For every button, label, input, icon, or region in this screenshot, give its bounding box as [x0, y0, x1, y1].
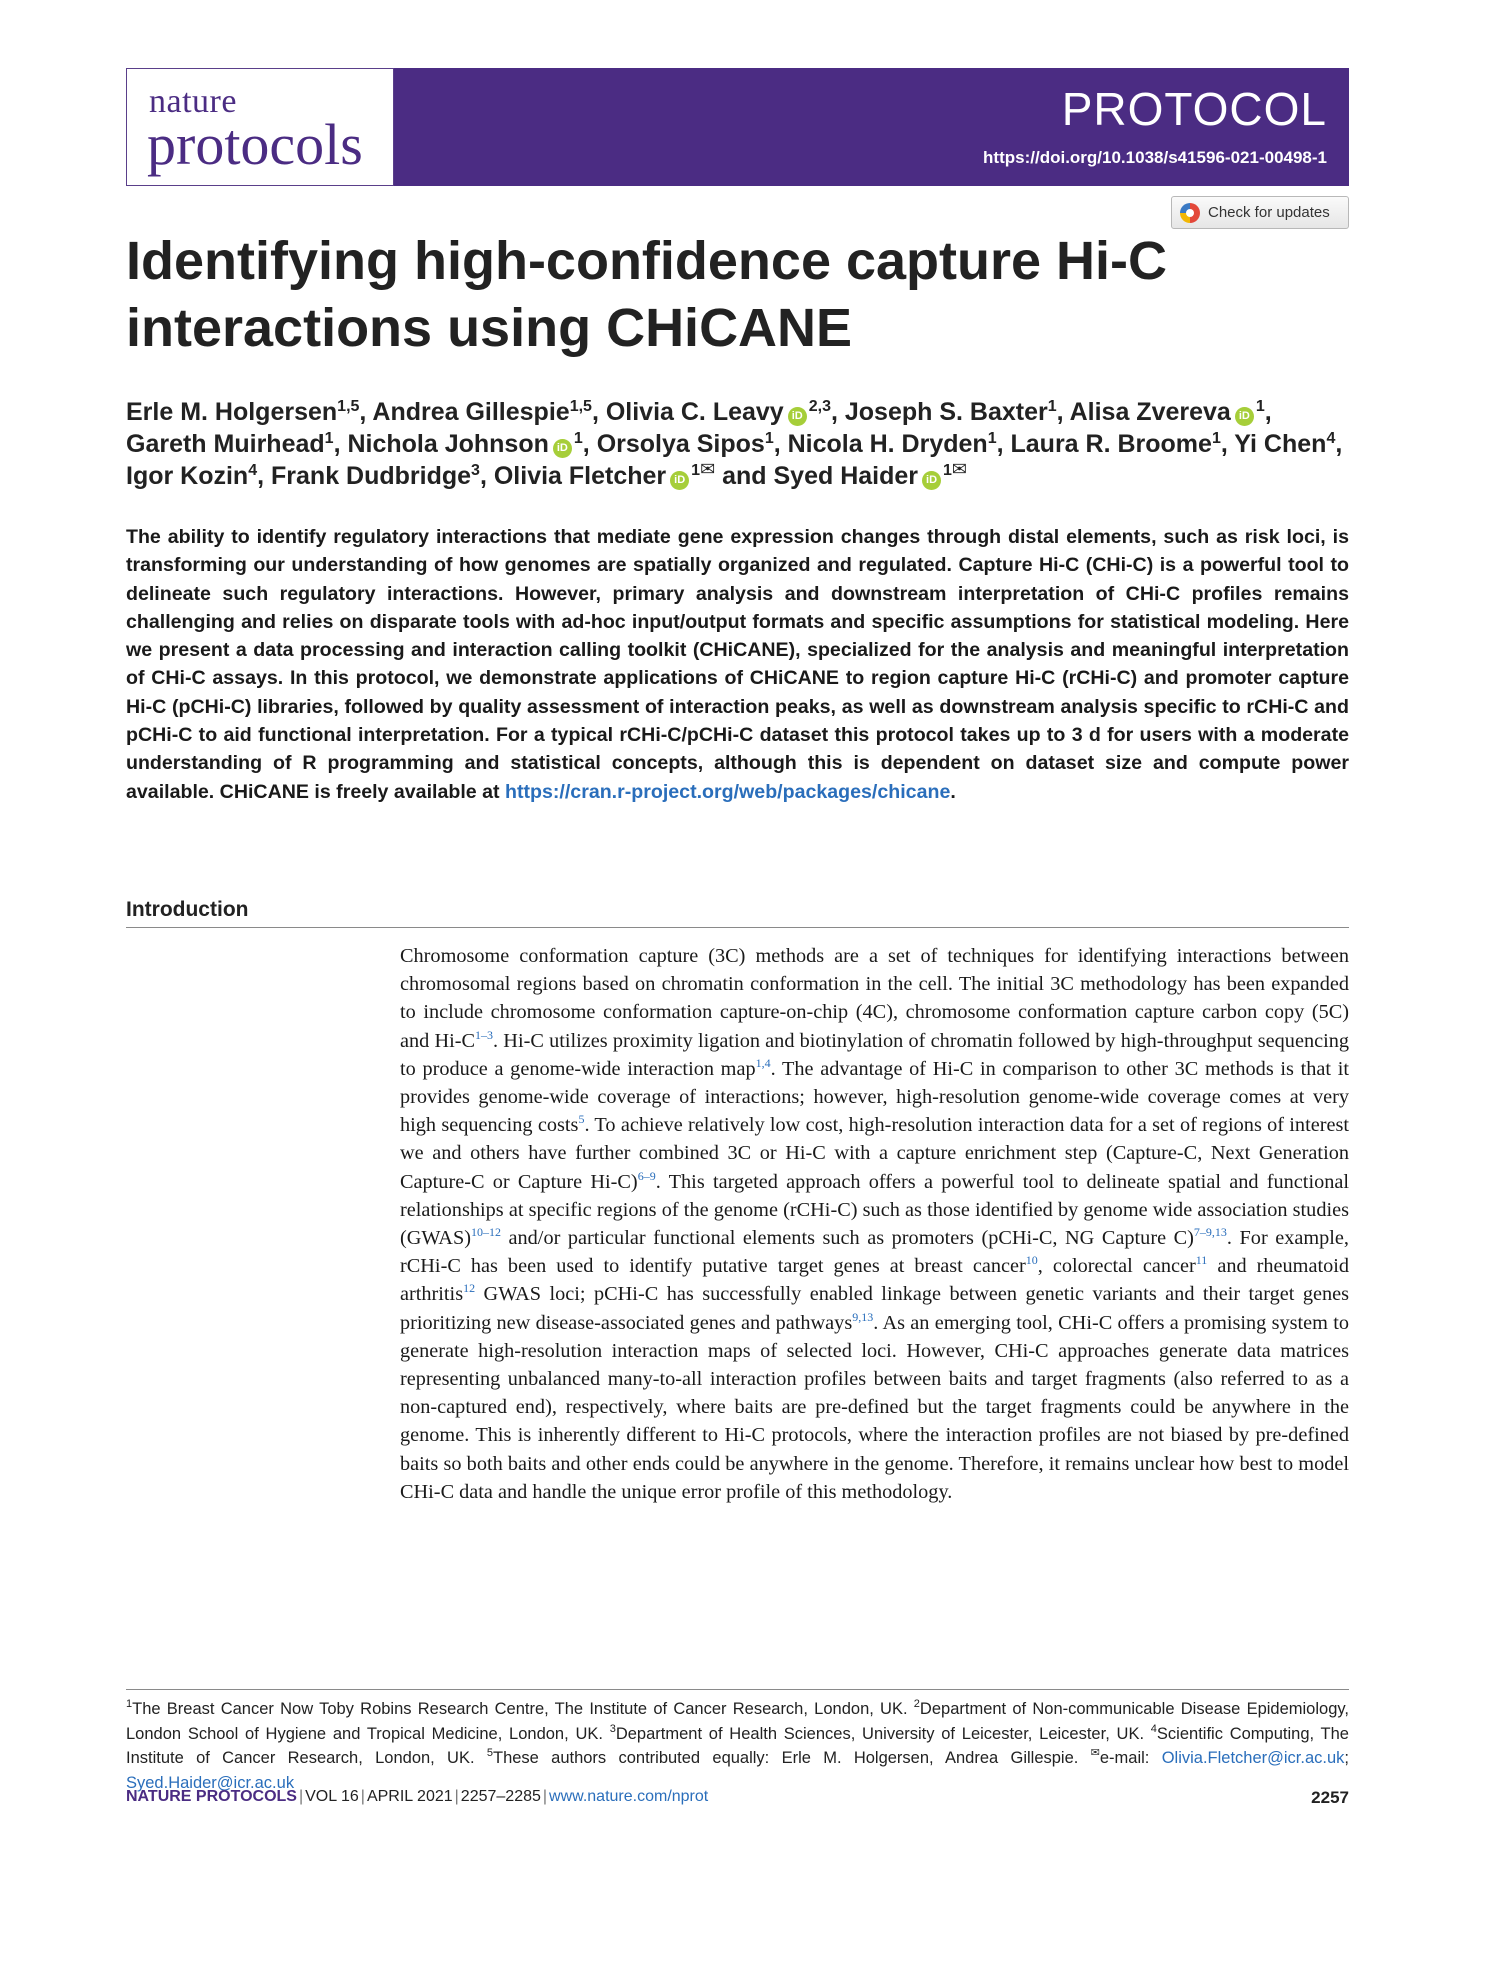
section-heading-introduction: Introduction: [126, 898, 249, 921]
citation-ref[interactable]: 11: [1195, 1253, 1208, 1268]
author-name[interactable]: [126, 430, 334, 458]
affiliation-ref: 1,5: [569, 398, 592, 415]
cran-link[interactable]: https://cran.r-project.org/web/packages/chicane: [505, 780, 951, 803]
author-name-text: Syed Haider: [773, 462, 919, 490]
author-name-text: Laura R. Broome: [1010, 430, 1212, 458]
citation-ref[interactable]: 5: [578, 1112, 585, 1127]
footer-part: VOL 16: [305, 1788, 359, 1805]
author-name-text: Orsolya Sipos: [596, 430, 765, 458]
author-name-text: Igor Kozin: [126, 462, 249, 490]
author-name[interactable]: [788, 430, 997, 458]
page-footer: [126, 1788, 1349, 1806]
journal-logo[interactable]: [126, 68, 394, 186]
affiliation-ref: 1: [764, 430, 774, 447]
orcid-icon[interactable]: iD: [1235, 407, 1254, 426]
affiliation-number: 1: [126, 1698, 133, 1710]
citation-ref[interactable]: 10: [1025, 1253, 1038, 1268]
affiliation-ref: 1: [1255, 398, 1265, 415]
affiliation-ref: 1,5: [337, 398, 360, 415]
header-banner: [394, 68, 1349, 186]
author-list: Erle M. Holgersen$^{1,5}$, Andrea Gillespie$^{1,5}$, Olivia C. Leavy iD$^{2,3}$, Joseph S. Baxter$^1$, Alisa Zvereva $iD^1$, Gareth Muirhead$^1$, Nichola Johnson $iD^1$, Orsolya Sipos$^1$, Nicola H. Dryden$^1$, Laura R. Broome$^1$, Yi Chen$^4$, Igor Kozin$^4$, Frank Dudbridge$^3$, Olivia Fletcher $iD^{1✉}$ and Syed Haider $iD^{1✉}$: [126, 398, 1343, 490]
author-name[interactable]: [845, 398, 1057, 426]
author-name[interactable]: [493, 459, 716, 490]
author-name-text: Frank Dudbridge: [271, 462, 472, 490]
author-name[interactable]: [597, 430, 774, 458]
page-number: 2257: [1311, 1788, 1349, 1807]
affiliation-ref: 1✉: [943, 459, 968, 479]
orcid-icon[interactable]: iD: [922, 471, 941, 490]
introduction-paragraph: Chromosome conformation capture (3C) methods are a set of techniques for identifying interactions between chromosomal regions based on chromatin conformation in the cell. The initial 3C methodology has been expanded to include chromosome conformation capture-on-chip (4C), chromosome conformation capture carbon copy (5C) and $Hi-C^{1-3}$. Hi-C utilizes proximity ligation and biotinylation of chromatin followed by high-throughput sequencing to produce a genome-wide interaction map$^{1,4}$. The advantage of Hi-C in comparison to other 3C methods is that it provides genome-wide coverage of interactions; however, high-resolution genome-wide coverage comes at very high sequencing costs$^5$. To achieve relatively low cost, high-resolution interaction data for a set of regions of interest we and others have further combined 3C or Hi-C with a capture enrichment step (Capture-C, Next Generation Capture-C or Capture Hi-C)$^{6-9}$. This targeted approach offers a powerful tool to delineate spatial and functional relationships at specific regions of the genome (rCHi-C) such as those identified by genome wide association studies (GWAS)$^{10-12}$ and/or particular functional elements such as promoters (pCHi-C, NG Capture C)$^{7-9,13}$. For example, rCHi-C has been used to identify putative target genes at breast cancer$^{10}$, colorectal cancer$^{11}$ and rheumatoid arthritis$^{12}$ GWAS loci; pCHi-C has successfully enabled linkage between genetic variants and their target genes prioritizing new disease-associated genes and pathways$^{9,13}$. As an emerging tool, CHi-C offers a promising system to generate high-resolution interaction maps of selected loci. However, CHi-C approaches generate data matrices representing unbalanced many-to-all interaction profiles between baits and target fragments (also referred to as a non-captured end), respectively, where baits are pre-defined but the target fragments could be anywhere in the genome. This is inherently different to Hi-C protocols, where the interaction profiles are not biased by pre-defined baits so both baits and other ends could be anywhere in the genome. Therefore, it remains unclear how best to model CHi-C data and handle the unique error profile of this methodology.: [400, 945, 1350, 1503]
author-name-text: Olivia C. Leavy: [605, 398, 784, 426]
footnote-divider: [126, 1689, 1349, 1690]
affiliations: $^1$The Breast Cancer Now Toby Robins Research Centre, The Institute of Cancer Research, London, UK. $^2$Department of Non-communicable Disease Epidemiology, London School of Hygiene and Tropical Medicine, London, UK. $^3$Department of Health Sciences, University of Leicester, Leicester, UK. $^4$Scientific Computing, The Institute of Cancer Research, London, UK. $^5$These authors contributed equally: Erle M. Holgersen, Andrea Gillespie. ✉e-mail: Olivia.Fletcher@icr.ac.uk; Syed.Haider@icr.ac.uk: [126, 1698, 1349, 1792]
citation-ref[interactable]: 12: [463, 1281, 476, 1296]
author-name[interactable]: [1234, 430, 1335, 458]
affiliation-number: 4: [1150, 1722, 1157, 1735]
footer-part: 2257–2285: [460, 1788, 541, 1805]
footer-separator: |: [542, 1788, 548, 1805]
author-name-text: Joseph S. Baxter: [844, 398, 1048, 426]
logo-protocols-text: protocols: [147, 112, 363, 177]
citation-ref[interactable]: 1,4: [755, 1055, 771, 1070]
affiliation-ref: 4: [1326, 430, 1336, 447]
affiliation-ref: 4: [248, 462, 258, 479]
author-name-text: Alisa Zvereva: [1069, 398, 1231, 426]
footer-journal: NATURE PROTOCOLS: [126, 1788, 297, 1805]
abstract-end: .: [950, 780, 956, 803]
abstract-text: The ability to identify regulatory interactions that mediate gene expression changes through distal elements, such as risk loci, is transforming our understanding of how genomes are spatially organized and regulated. Capture Hi-C (CHi-C) is a powerful tool to delineate such regulatory interactions. However, primary analysis and downstream interpretation of CHi-C profiles remains challenging and relies on disparate tools with ad-hoc input/output formats and specific assumptions for statistical modeling. Here we present a data processing and interaction calling toolkit (CHiCANE), specialized for the analysis and meaningful interpretation of CHi-C assays. In this protocol, we demonstrate applications of CHiCANE to region capture Hi-C (rCHi-C) and promoter capture Hi-C (pCHi-C) libraries, followed by quality assessment of interaction peaks, as well as downstream analysis specific to rCHi-C and pCHi-C to aid functional interpretation. For a typical rCHi-C/pCHi-C dataset this protocol takes up to 3 d for users with a moderate understanding of R programming and statistical concepts, although this is dependent on dataset size and compute power available. CHiCANE is freely available at: [126, 526, 1349, 803]
author-name-text: Andrea Gillespie: [372, 398, 570, 426]
email-icon: ✉: [1090, 1747, 1100, 1759]
author-name[interactable]: [606, 398, 831, 426]
author-name-text: Olivia Fletcher: [493, 462, 667, 490]
footer-separator: |: [298, 1788, 304, 1805]
affiliation-ref: 1: [987, 430, 997, 447]
author-name-text: Yi Chen: [1234, 430, 1327, 458]
affiliation-ref: 1: [324, 430, 334, 447]
affiliation-ref: 3: [471, 462, 480, 479]
affiliation-ref: 1: [573, 430, 583, 447]
email-link[interactable]: Syed.Haider@icr.ac.uk: [126, 1773, 295, 1792]
citation-ref[interactable]: 10–12: [470, 1225, 501, 1240]
author-name[interactable]: [372, 398, 592, 426]
email-icon[interactable]: ✉: [700, 459, 716, 479]
logo-nature-text: nature: [149, 83, 237, 120]
footer-separator: |: [454, 1788, 459, 1805]
orcid-icon[interactable]: iD: [553, 439, 572, 458]
footer-part: APRIL 2021: [366, 1788, 453, 1805]
author-name[interactable]: [773, 459, 968, 490]
author-name[interactable]: [126, 462, 257, 490]
author-name[interactable]: [347, 430, 582, 458]
author-name-text: Nichola Johnson: [347, 430, 549, 458]
orcid-icon[interactable]: iD: [670, 471, 689, 490]
check-updates-label: Check for updates: [1208, 204, 1330, 221]
check-updates-button[interactable]: [1171, 196, 1349, 229]
author-name-text: Gareth Muirhead: [126, 430, 325, 458]
section-divider: [126, 927, 1349, 928]
crossmark-icon: [1180, 203, 1200, 223]
author-name[interactable]: [1011, 430, 1221, 458]
affiliation-number: 5: [486, 1747, 493, 1759]
email-link[interactable]: Olivia.Fletcher@icr.ac.uk: [1161, 1749, 1345, 1767]
footer-url[interactable]: www.nature.com/nprot: [549, 1788, 709, 1805]
author-name-text: Nicola H. Dryden: [787, 430, 988, 458]
doi-link[interactable]: https://doi.org/10.1038/s41596-021-00498-1: [983, 148, 1327, 167]
affiliation-ref: 1: [1211, 430, 1221, 447]
email-icon[interactable]: ✉: [951, 459, 968, 479]
author-name-text: Erle M. Holgersen: [126, 398, 338, 426]
affiliation-number: 2: [913, 1698, 920, 1710]
article-title: Identifying high-confidence capture Hi-C interactions using CHiCANE: [126, 231, 1168, 358]
citation-ref[interactable]: 7–9,13: [1193, 1225, 1227, 1240]
affiliation-ref: 2,3: [808, 398, 831, 415]
article-type: PROTOCOL: [1061, 83, 1327, 135]
author-name[interactable]: [1070, 398, 1265, 426]
affiliation-ref: 1✉: [691, 459, 716, 479]
author-name[interactable]: [271, 462, 480, 490]
citation-ref[interactable]: 9,13: [852, 1309, 874, 1324]
author-name[interactable]: [126, 398, 359, 426]
abstract: [126, 523, 1349, 806]
affiliation-ref: 1: [1047, 398, 1057, 415]
citation-ref[interactable]: 6–9: [637, 1168, 656, 1183]
citation-ref[interactable]: 1–3: [475, 1027, 494, 1042]
orcid-icon[interactable]: iD: [788, 407, 807, 426]
footer-separator: |: [360, 1788, 365, 1805]
affiliation-number: 3: [609, 1722, 616, 1735]
